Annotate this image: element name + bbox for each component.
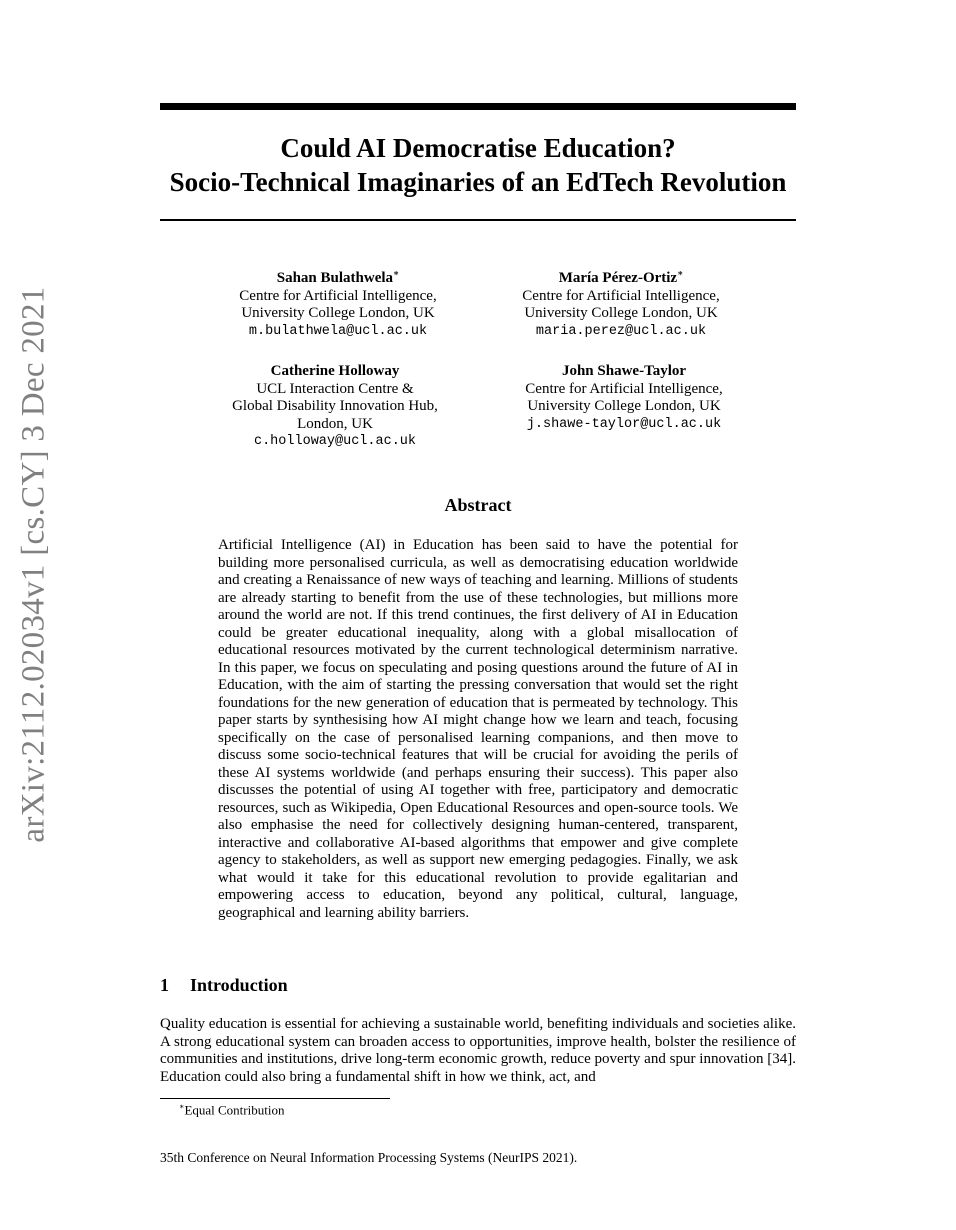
author-block-4	[474, 363, 774, 433]
title-bottom-rule	[160, 219, 796, 221]
equal-contribution-mark: ∗	[393, 268, 400, 278]
author-affiliation: Global Disability Innovation Hub,	[232, 398, 438, 414]
author-block-1	[188, 265, 488, 340]
footnote-mark: ∗	[179, 1102, 185, 1111]
author-affiliation: Centre for Artificial Intelligence,	[522, 287, 720, 304]
author-block-3	[185, 363, 485, 451]
equal-contribution-mark: ∗	[677, 268, 684, 278]
intro-paragraph: Quality education is essential for achieving a sustainable world, benefiting individuals and societies alike. A strong educational system can broaden access to opportunities, improve health, bolster the resilience of communities and institutions, drive long-term economic growth, reduce poverty and spur innovation [34]. Education could also bring a fundamental shift in how we think, act, and	[160, 1016, 796, 1085]
author-affiliation: Centre for Artificial Intelligence,	[239, 287, 437, 304]
section-number: 1	[160, 975, 169, 995]
author-affiliation: University College London, UK	[527, 398, 721, 414]
author-affiliation: University College London, UK	[241, 305, 435, 321]
title-line-2: Socio-Technical Imaginaries of an EdTech Revolution	[169, 167, 787, 197]
paper-title	[160, 131, 796, 199]
author-name: John Shawe-Taylor	[561, 363, 687, 379]
footnote	[179, 1102, 284, 1118]
author-affiliation: UCL Interaction Centre &	[256, 380, 414, 397]
author-email[interactable]: j.shawe-taylor@ucl.ac.uk	[526, 416, 722, 432]
author-name: Catherine Holloway	[270, 363, 400, 379]
author-block-2	[471, 265, 771, 340]
author-affiliation: Centre for Artificial Intelligence,	[525, 380, 723, 397]
author-email[interactable]: m.bulathwela@ucl.ac.uk	[248, 323, 428, 339]
arxiv-stamp	[8, 286, 60, 843]
author-email[interactable]: maria.perez@ucl.ac.uk	[535, 323, 707, 339]
abstract-text: Artificial Intelligence (AI) in Education has been said to have the potential for building more personalised curricula, as well as democratising education worldwide and creating a Renaissance of new ways of teaching and learning. Millions of students are already starting to benefit from the use of these technologies, but millions more around the world are not. If this trend continues, the first delivery of AI in Education could be greater educational inequality, along with a global misallocation of educational resources motivated by the current technological determinism narrative. In this paper, we focus on speculating and posing questions around the future of AI in Education, with the aim of starting the pressing conversation that would set the right foundations for the new generation of education that is permeated by technology. This paper starts by synthesising how AI might change how we learn and teach, focusing specifically on the case of personalised learning companions, and then move to discuss some socio-technical features that will be crucial for avoiding the perils of these AI systems worldwide (and perhaps ensuring their success). This paper also discusses the potential of using AI together with free, participatory and democratic resources, such as Wikipedia, Open Educational Resources and open-source tools. We also emphasise the need for collectively designing human-centered, transparent, interactive and collaborative AI-based algorithms that empower and give complete agency to stakeholders, as well as support new emerging pedagogies. Finally, we ask what would it take for this educational revolution to provide egalitarian and empowering access to education, beyond any political, cultural, language, geographical and learning ability barriers.	[218, 537, 738, 921]
title-line-1: Could AI Democratise Education?	[280, 133, 676, 163]
author-name: Sahan Bulathwela∗	[276, 268, 400, 286]
section-title: Introduction	[190, 975, 288, 995]
abstract-heading: Abstract	[444, 495, 512, 515]
section-heading	[160, 975, 288, 996]
author-email[interactable]: c.holloway@ucl.ac.uk	[253, 434, 417, 449]
author-affiliation: University College London, UK	[524, 305, 718, 321]
author-affiliation: London, UK	[297, 415, 373, 432]
conference-note: 35th Conference on Neural Information Processing Systems (NeurIPS 2021).	[160, 1150, 578, 1165]
arxiv-stamp-text: arXiv:2112.02034v1 [cs.CY] 3 Dec 2021	[15, 286, 52, 843]
author-name: María Pérez-Ortiz∗	[558, 268, 684, 286]
footnote-rule	[160, 1098, 390, 1099]
title-top-rule	[160, 103, 796, 110]
footnote-text: Equal Contribution	[184, 1102, 285, 1118]
